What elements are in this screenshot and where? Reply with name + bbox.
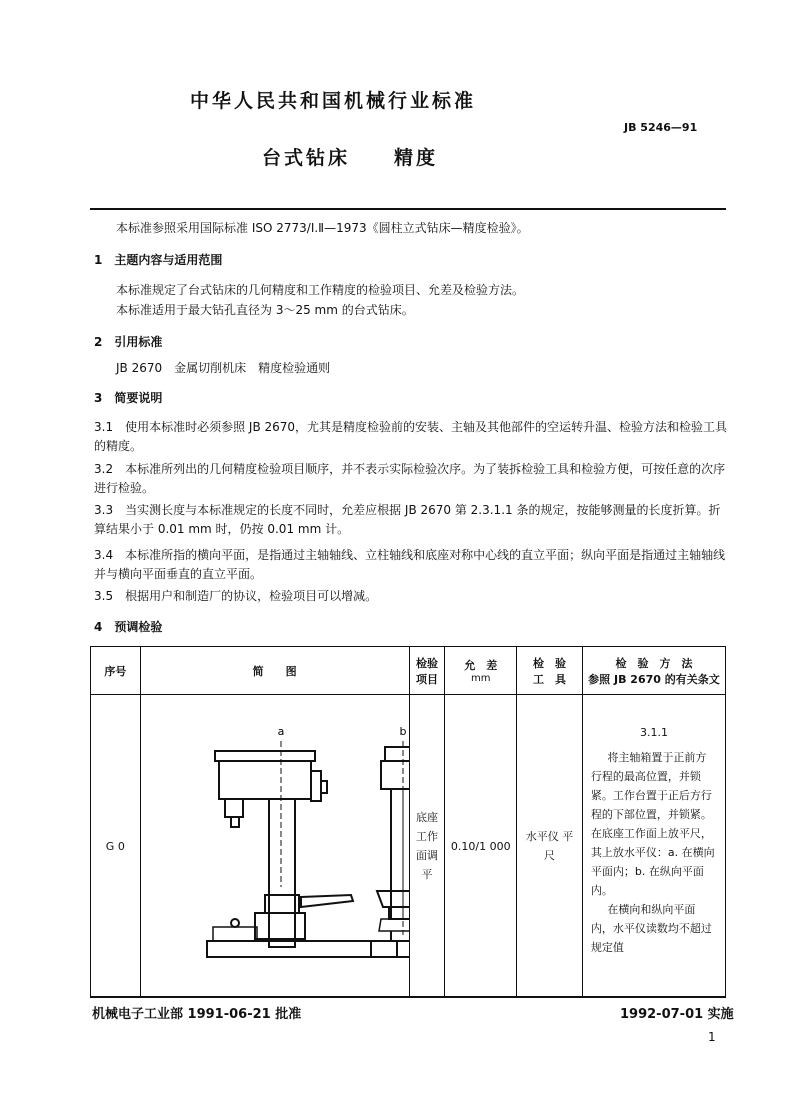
row-no: G 0	[91, 695, 141, 998]
method-ref-label: 参照 JB 2670 的有关条文	[588, 672, 720, 686]
standard-number: JB 5246—91	[624, 121, 698, 134]
document-title: 台式钻床 精度	[262, 147, 439, 169]
col-header-tolerance	[445, 647, 517, 695]
col-header-method	[582, 647, 725, 695]
footer-rule	[90, 996, 726, 998]
section-3-p2: 3.2 本标准所列出的几何精度检验项目顺序，并不表示实际检验次序。为了装拆检验工具和检验方便，可按任意的次序进行检验。	[94, 462, 726, 495]
tolerance-unit: mm	[471, 673, 491, 684]
section-1-heading: 1 主题内容与适用范围	[94, 253, 223, 267]
row-method	[582, 695, 725, 998]
col-header-tool: 检 验 工 具	[517, 647, 583, 695]
method-clause-ref: 3.1.1	[639, 726, 668, 739]
row-item: 底座工作面调平	[409, 695, 445, 998]
method-label: 检 验 方 法	[615, 656, 693, 670]
table-row	[91, 695, 726, 998]
tolerance-label: 允 差	[464, 659, 498, 672]
front-view-drill	[207, 741, 397, 957]
row-tool: 水平仪 平 尺	[517, 695, 583, 998]
drill-press-diagram	[141, 695, 409, 997]
method-paragraph-1: 将主轴箱置于正前方行程的最高位置，并锁紧。工作台置于正后方行程的下部位置，并锁紧。在底座工作面上放平尺，其上放水平仪：a. 在横向平面内；b. 在纵向平面内。	[590, 751, 715, 897]
section-3-p5: 3.5 根据用户和制造厂的协议，检验项目可以增减。	[94, 589, 378, 603]
section-4-heading: 4 预调检验	[94, 620, 163, 634]
approval-date: 机械电子工业部 1991-06-21 批准	[92, 1007, 302, 1022]
method-paragraph-2: 在横向和纵向平面内，水平仪读数均不超过规定值	[590, 903, 712, 954]
row-tolerance: 0.10/1 000	[445, 695, 517, 998]
section-2-p1: JB 2670 金属切削机床 精度检验通则	[116, 361, 331, 375]
table-header-row	[91, 647, 726, 695]
diagram-label-b: b	[399, 725, 407, 738]
section-1-p2: 本标准适用于最大钻孔直径为 3～25 mm 的台式钻床。	[116, 303, 414, 317]
implementation-date: 1992-07-01 实施	[620, 1007, 734, 1022]
section-1-p1: 本标准规定了台式钻床的几何精度和工作精度的检验项目、允差及检验方法。	[116, 283, 525, 297]
intro-text: 本标准参照采用国际标准 ISO 2773/Ⅰ.Ⅱ—1973《圆柱立式钻床—精度检验》。	[116, 221, 529, 235]
col-header-diagram: 简 图	[140, 647, 409, 695]
section-3-heading: 3 简要说明	[94, 391, 163, 405]
side-view-drill	[371, 741, 409, 957]
col-header-item: 检验项目	[409, 647, 445, 695]
diagram-cell	[140, 695, 409, 998]
header-rule	[90, 208, 726, 210]
inspection-table	[90, 646, 726, 998]
section-3-p1: 3.1 使用本标准时必须参照 JB 2670，尤其是精度检验前的安装、主轴及其他部件的空运转升温、检验方法和检验工具的精度。	[94, 420, 728, 453]
organization-title: 中华人民共和国机械行业标准	[190, 90, 477, 112]
diagram-label-a: a	[277, 725, 284, 738]
section-2-heading: 2 引用标准	[94, 335, 163, 349]
section-3-p3: 3.3 当实测长度与本标准规定的长度不同时，允差应根据 JB 2670 第 2.3.1.1 条的规定，按能够测量的长度折算。折算结果小于 0.01 mm 时，仍按 0.01 mm 计。	[94, 503, 721, 536]
page-number: 1	[708, 1030, 716, 1044]
section-3-p4: 3.4 本标准所指的横向平面，是指通过主轴轴线、立柱轴线和底座对称中心线的直立平面；纵向平面是指通过主轴轴线并与横向平面垂直的直立平面。	[94, 548, 726, 581]
col-header-no: 序号	[91, 647, 141, 695]
